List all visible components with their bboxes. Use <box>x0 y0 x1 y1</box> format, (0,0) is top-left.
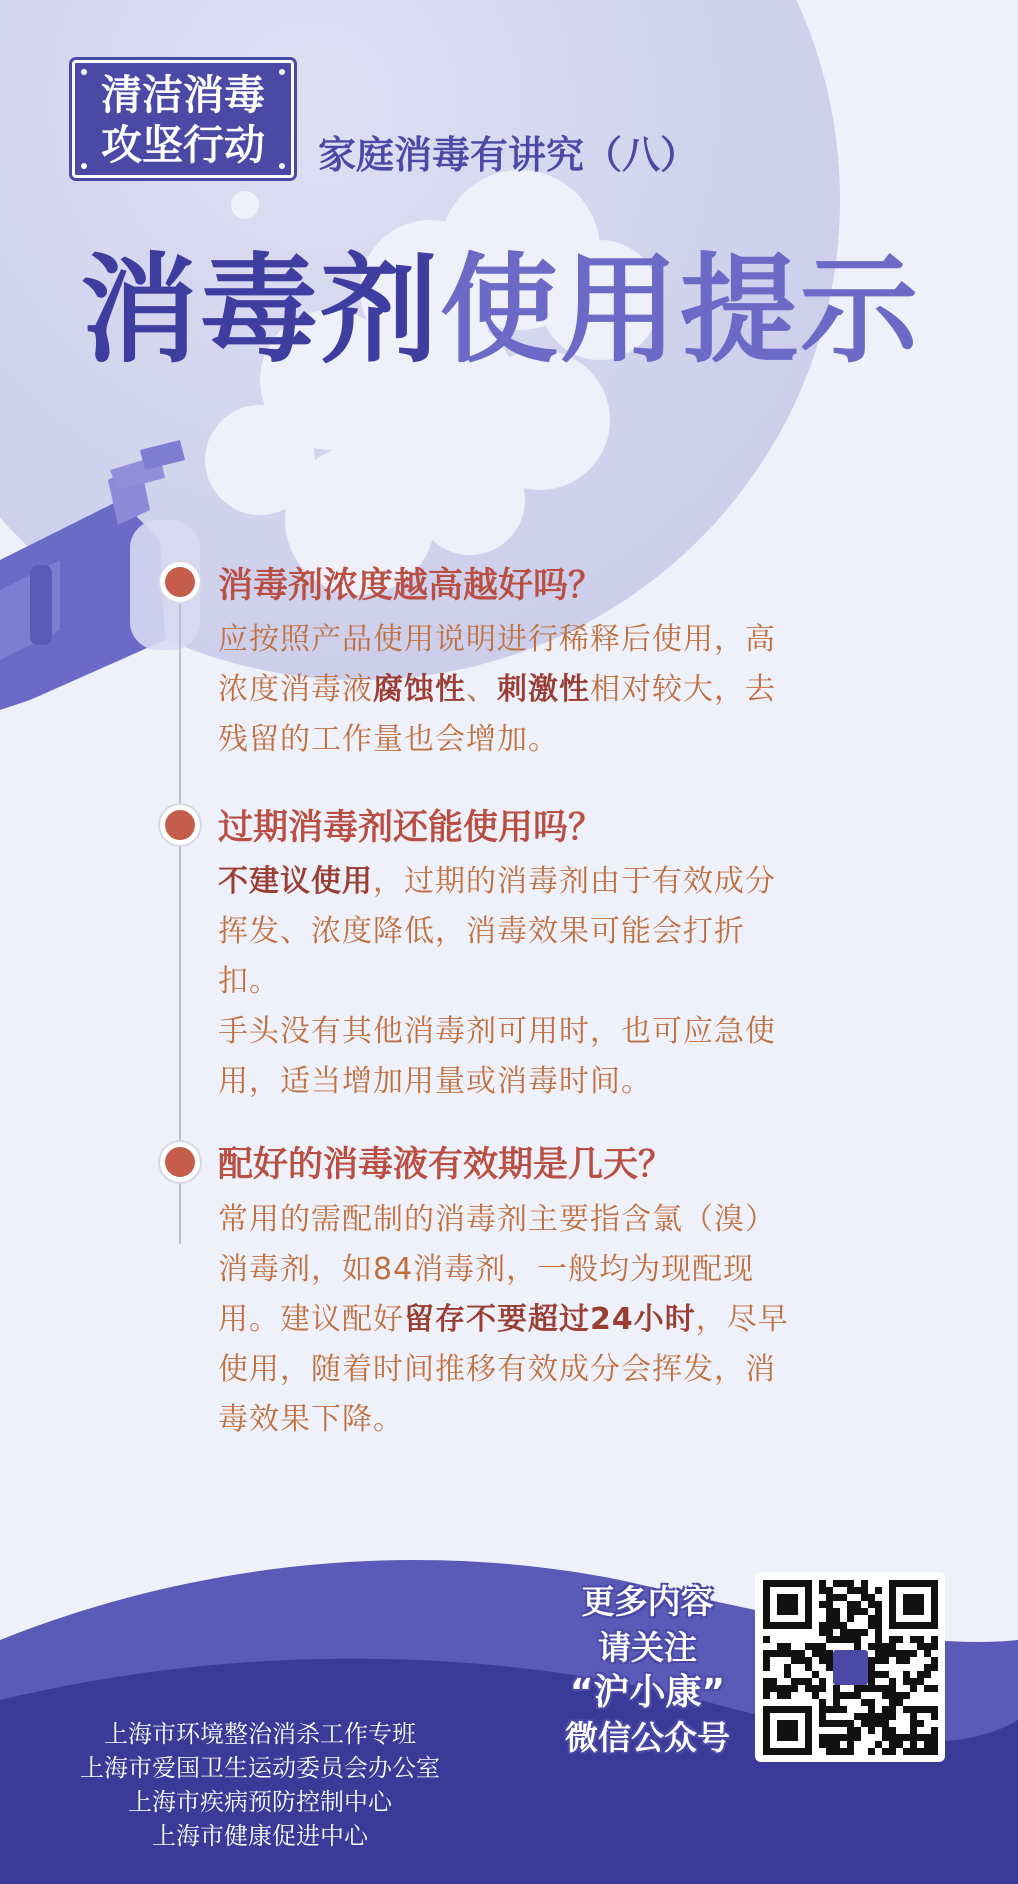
answer-line: 手头没有其他消毒剂可用时，也可应急使 <box>218 1014 776 1049</box>
question-2: 过期消毒剂还能使用吗？ <box>218 808 604 848</box>
answer-line <box>218 1294 789 1338</box>
answer-line <box>218 856 776 900</box>
series-subtitle: 家庭消毒有讲究（八） <box>318 133 699 177</box>
follow-line-1: 更多内容 <box>581 1582 714 1621</box>
emphasis-text: 刺激性 <box>497 672 590 707</box>
plain-text: 、 <box>466 672 497 707</box>
badge-corner-dot <box>279 163 285 169</box>
badge-line-1: 清洁消毒 <box>101 71 265 119</box>
plain-text: 用。建议配好 <box>218 1302 404 1337</box>
section-bullet <box>165 1147 195 1177</box>
plain-text: 浓度消毒液 <box>218 672 373 707</box>
qr-code[interactable] <box>755 1572 945 1762</box>
answer-line: 常用的需配制的消毒剂主要指含氯（溴） <box>218 1202 776 1237</box>
badge-corner-dot <box>81 163 87 169</box>
answer-line: 残留的工作量也会增加。 <box>218 722 559 757</box>
question-1: 消毒剂浓度越高越好吗？ <box>218 566 604 606</box>
answer-line: 用，适当增加用量或消毒时间。 <box>218 1064 652 1099</box>
organization-3: 上海市疾病预防控制中心 <box>128 1788 392 1816</box>
campaign-badge <box>72 60 294 178</box>
answer-line <box>218 664 776 708</box>
badge-line-2: 攻坚行动 <box>101 121 265 169</box>
emphasis-text: 留存不要超过24小时 <box>404 1302 696 1337</box>
organization-2: 上海市爱国卫生运动委员会办公室 <box>80 1754 440 1782</box>
question-3: 配好的消毒液有效期是几天？ <box>218 1145 674 1185</box>
emphasis-text: 不建议使用 <box>218 864 373 899</box>
answer-line: 使用，随着时间推移有效成分会挥发，消 <box>218 1352 776 1387</box>
follow-line-4: 微信公众号 <box>565 1718 730 1757</box>
plain-text: 相对较大，去 <box>590 672 776 707</box>
answer-line: 毒效果下降。 <box>218 1402 404 1437</box>
plain-text: ，尽早 <box>695 1302 789 1337</box>
answer-line: 扣。 <box>218 964 280 999</box>
organization-1: 上海市环境整治消杀工作专班 <box>104 1720 416 1748</box>
follow-line-2: 请关注 <box>598 1628 697 1667</box>
timeline-line <box>179 584 181 1244</box>
organization-4: 上海市健康促进中心 <box>152 1822 368 1850</box>
section-bullet <box>165 567 195 597</box>
follow-account-name: “沪小康” <box>569 1672 726 1713</box>
answer-line: 应按照产品使用说明进行稀释后使用，高 <box>218 622 776 657</box>
page-title <box>80 240 920 380</box>
section-bullet <box>165 810 195 840</box>
badge-corner-dot <box>279 69 285 75</box>
badge-corner-dot <box>81 69 87 75</box>
title-part-2: 使用提示 <box>440 241 921 379</box>
qr-code-icon <box>755 1572 945 1762</box>
answer-line: 消毒剂，如84消毒剂，一般均为现配现 <box>218 1252 755 1287</box>
title-part-1: 消毒剂 <box>80 241 441 379</box>
emphasis-text: 腐蚀性 <box>373 672 466 707</box>
plain-text: ，过期的消毒剂由于有效成分 <box>373 864 776 899</box>
answer-line: 挥发、浓度降低，消毒效果可能会打折 <box>218 914 745 949</box>
